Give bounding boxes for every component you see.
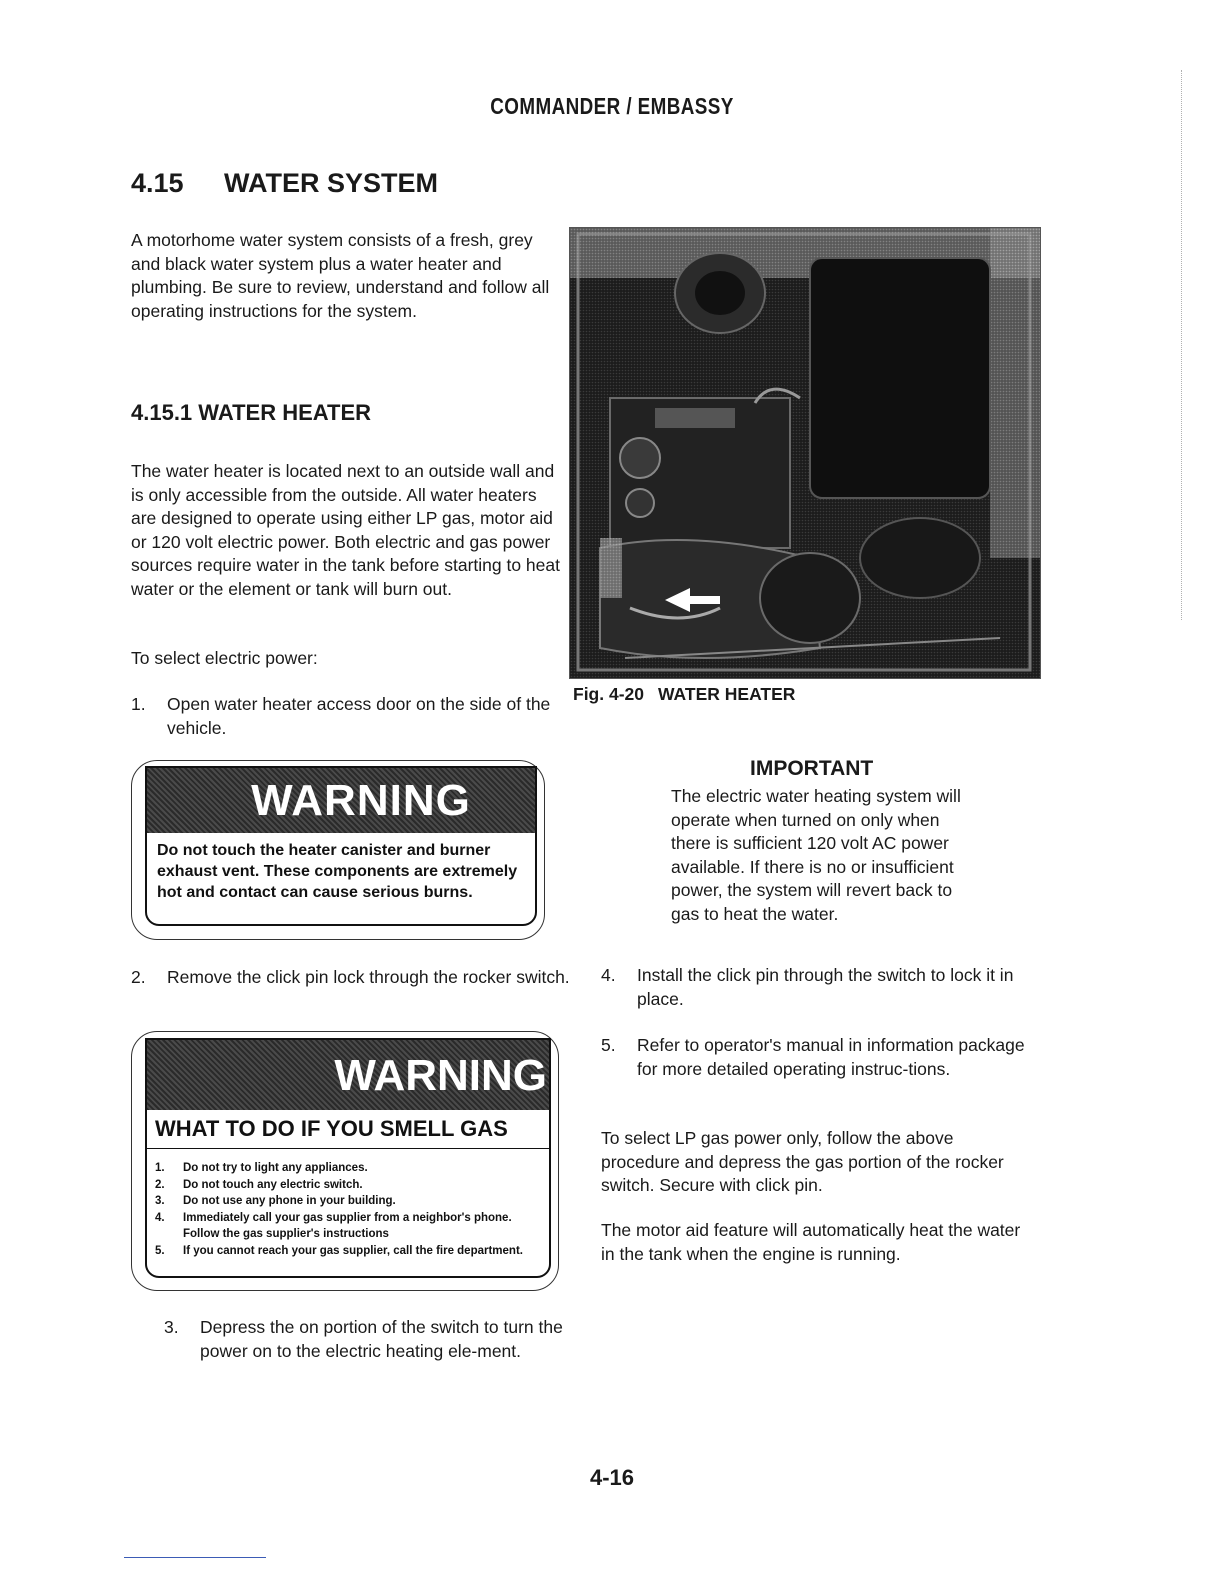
step-text: Install the click pin through the switch to lock it in place. (637, 965, 1014, 1009)
section-number: 4.15 (131, 168, 184, 198)
list-item: 4. Immediately call your gas supplier from a neighbor's phone. Follow the gas supplier's instructions (155, 1211, 512, 1240)
water-heater-photo (569, 227, 1041, 679)
gas-warning-label (145, 1038, 551, 1278)
figure-title: WATER HEATER (658, 684, 796, 704)
important-heading: IMPORTANT (750, 757, 874, 780)
step-text: Open water heater access door on the side of the vehicle. (167, 694, 551, 738)
gas-instructions-list (155, 1160, 535, 1259)
divider (147, 1148, 549, 1149)
step-4 (601, 964, 1041, 1014)
step-2 (131, 966, 571, 1016)
running-header: COMMANDER / EMBASSY (490, 93, 734, 119)
motor-aid-note: The motor aid feature will automatically heat the water in the tank when the engine is running. (601, 1220, 1021, 1264)
scan-margin-line (1181, 70, 1182, 620)
step-number: 2. (131, 967, 146, 987)
page-number: 4-16 (589, 1465, 635, 1490)
warning-banner: WARNING (147, 768, 535, 833)
select-electric-intro: To select electric power: (131, 648, 318, 668)
list-item: 3. Do not use any phone in your building. (155, 1195, 396, 1207)
warning-banner: WARNING (147, 1040, 549, 1110)
list-item: 2. Do not touch any electric switch. (155, 1178, 363, 1191)
warning-text: Do not touch the heater canister and burner exhaust vent. These components are extremely hot and contact can cause serious burns. (157, 842, 518, 901)
section-heading (131, 168, 438, 199)
lp-gas-instructions: To select LP gas power only, follow the above procedure and depress the gas portion of the rocker switch. Secure with click pin. (601, 1128, 1004, 1195)
list-item: 1. Do not try to light any appliances. (155, 1162, 368, 1174)
list-item: 5. If you cannot reach your gas supplier, call the fire department. (155, 1244, 523, 1257)
burn-warning-label (145, 766, 537, 926)
important-note: The electric water heating system will operate when turned on only when there is sufficient 120 volt AC power available. If there is no or insufficient power, the system will revert back to gas to heat the water. (671, 786, 961, 924)
section-intro: A motorhome water system consists of a fresh, grey and black water system plus a water heater and plumbing. Be sure to review, understand and follow all operating instructions for the system. (131, 230, 550, 321)
figure-number: Fig. 4-20 (573, 684, 644, 704)
water-heater-image (570, 228, 1040, 678)
step-text: Depress the on portion of the switch to turn the power on to the electric heating ele-ment. (200, 1317, 563, 1361)
subsection-heading: 4.15.1 WATER HEATER (131, 400, 372, 425)
step-number: 5. (601, 1035, 616, 1055)
footer-divider (124, 1557, 266, 1558)
step-5 (601, 1034, 1041, 1106)
section-title: WATER SYSTEM (224, 168, 439, 198)
figure-caption (573, 684, 795, 705)
water-heater-description: The water heater is located next to an outside wall and is only accessible from the outside. All water heaters are designed to operate using either LP gas, motor aid or 120 volt electric power. Both electric and gas power sources require water in the tank before starting to heat water or the element or tank will burn out. (131, 461, 560, 599)
step-text: Refer to operator's manual in information package for more detailed operating instruc-tions. (637, 1035, 1025, 1079)
step-3 (164, 1316, 584, 1388)
step-number: 3. (164, 1317, 179, 1337)
step-number: 4. (601, 965, 616, 985)
step-text: Remove the click pin lock through the rocker switch. (167, 967, 570, 987)
step-number: 1. (131, 694, 146, 714)
step-1 (131, 693, 571, 743)
warning-heading: WHAT TO DO IF YOU SMELL GAS (155, 1116, 508, 1141)
